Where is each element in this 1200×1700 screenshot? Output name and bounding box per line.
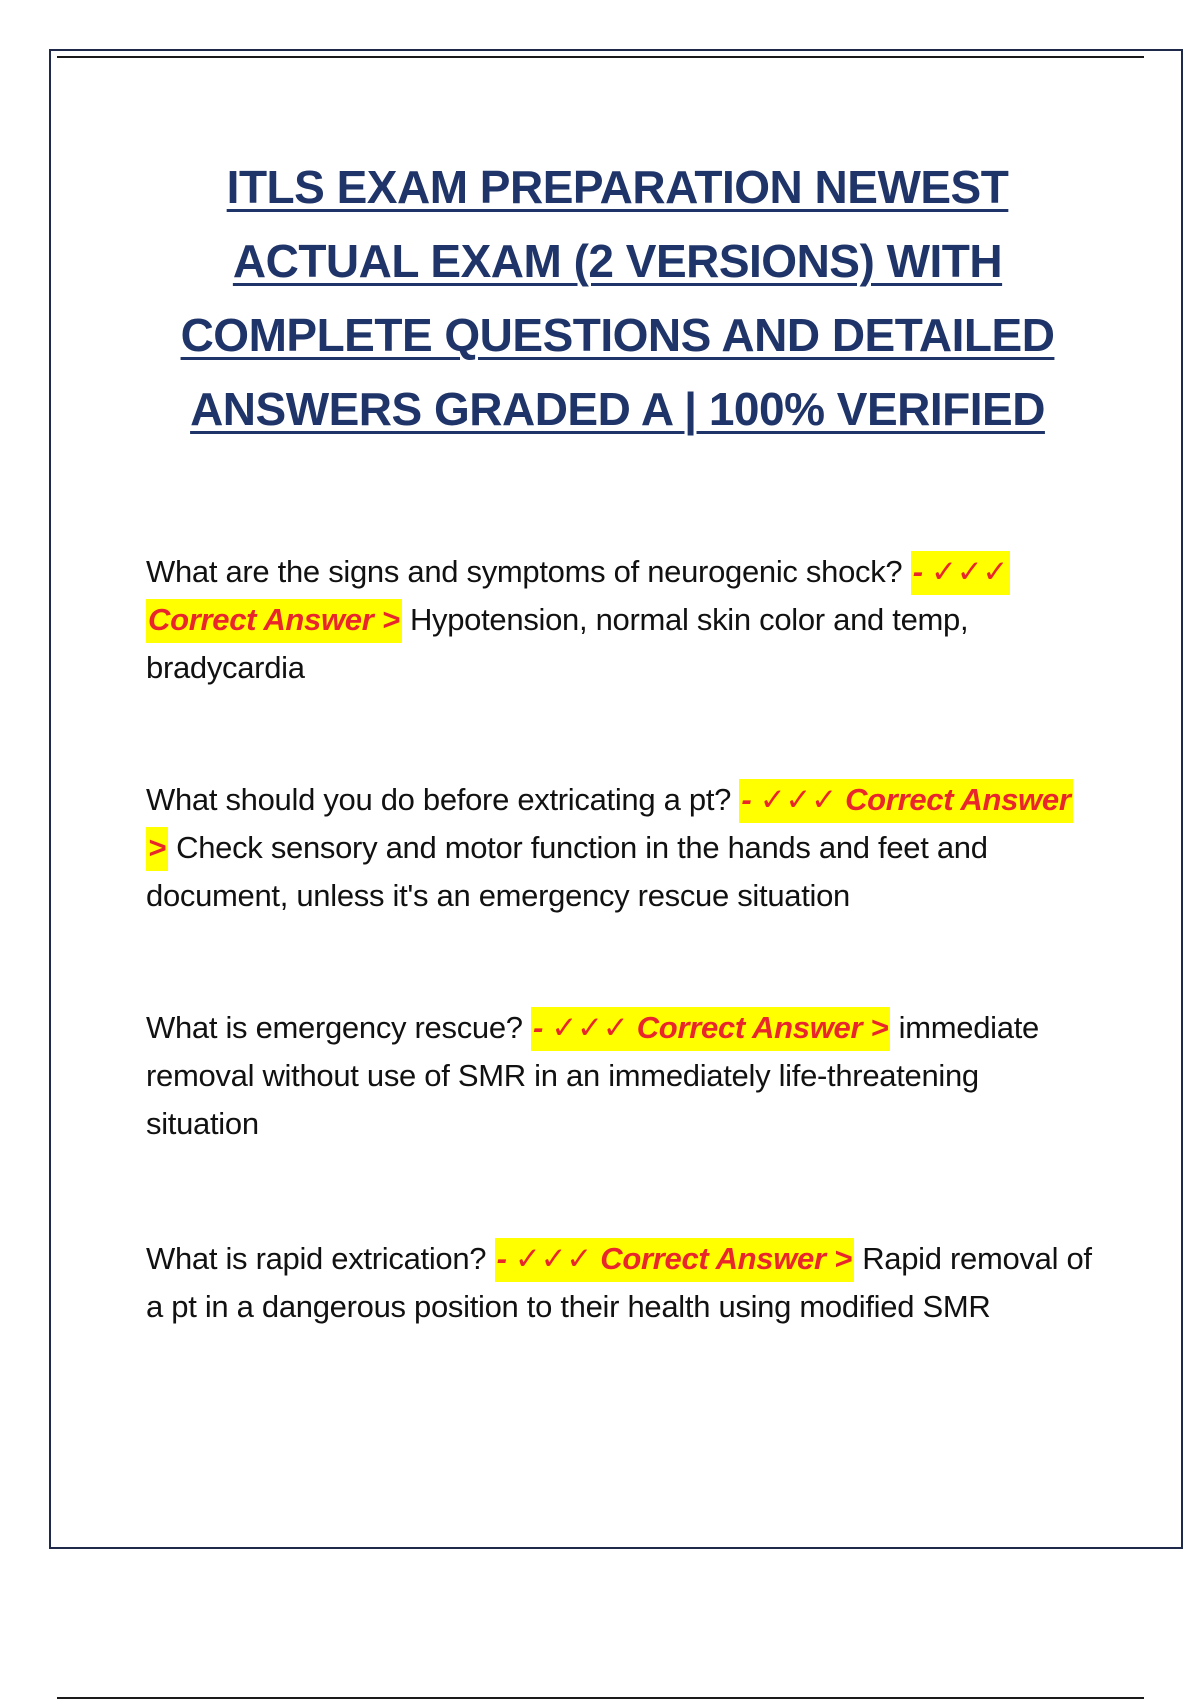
qa-item xyxy=(146,548,1096,692)
answer-text: Rapid removal of a pt in a dangerous position to their health using modified SMR xyxy=(146,1241,1092,1324)
bottom-rule xyxy=(57,1697,1144,1699)
title-line: COMPLETE QUESTIONS AND DETAILED xyxy=(180,309,1055,361)
question-text: What should you do before extricating a pt? xyxy=(146,782,732,817)
correct-answer-marker: - ✓✓✓ Correct Answer > xyxy=(495,1238,854,1282)
top-rule xyxy=(57,56,1144,58)
document-title xyxy=(120,150,1115,446)
correct-answer-marker: - ✓✓✓ Correct Answer > xyxy=(146,551,1010,643)
question-text: What are the signs and symptoms of neurogenic shock? xyxy=(146,554,903,589)
qa-item xyxy=(146,1004,1096,1148)
correct-answer-marker: - ✓✓✓ Correct Answer > xyxy=(531,1007,890,1051)
title-line: ANSWERS GRADED A | 100% VERIFIED xyxy=(190,383,1045,435)
title-line: ITLS EXAM PREPARATION NEWEST xyxy=(226,161,1009,213)
answer-text: Check sensory and motor function in the hands and feet and document, unless it's an emergency rescue situation xyxy=(146,830,988,913)
correct-answer-marker: - ✓✓✓ Correct Answer > xyxy=(146,779,1073,871)
answer-text: Hypotension, normal skin color and temp, bradycardia xyxy=(146,602,969,685)
title-line: ACTUAL EXAM (2 VERSIONS) WITH xyxy=(232,235,1003,287)
question-text: What is emergency rescue? xyxy=(146,1010,523,1045)
qa-item xyxy=(146,1235,1096,1331)
answer-text: immediate removal without use of SMR in an immediately life-threatening situation xyxy=(146,1010,1039,1141)
qa-item xyxy=(146,776,1096,920)
question-text: What is rapid extrication? xyxy=(146,1241,487,1276)
